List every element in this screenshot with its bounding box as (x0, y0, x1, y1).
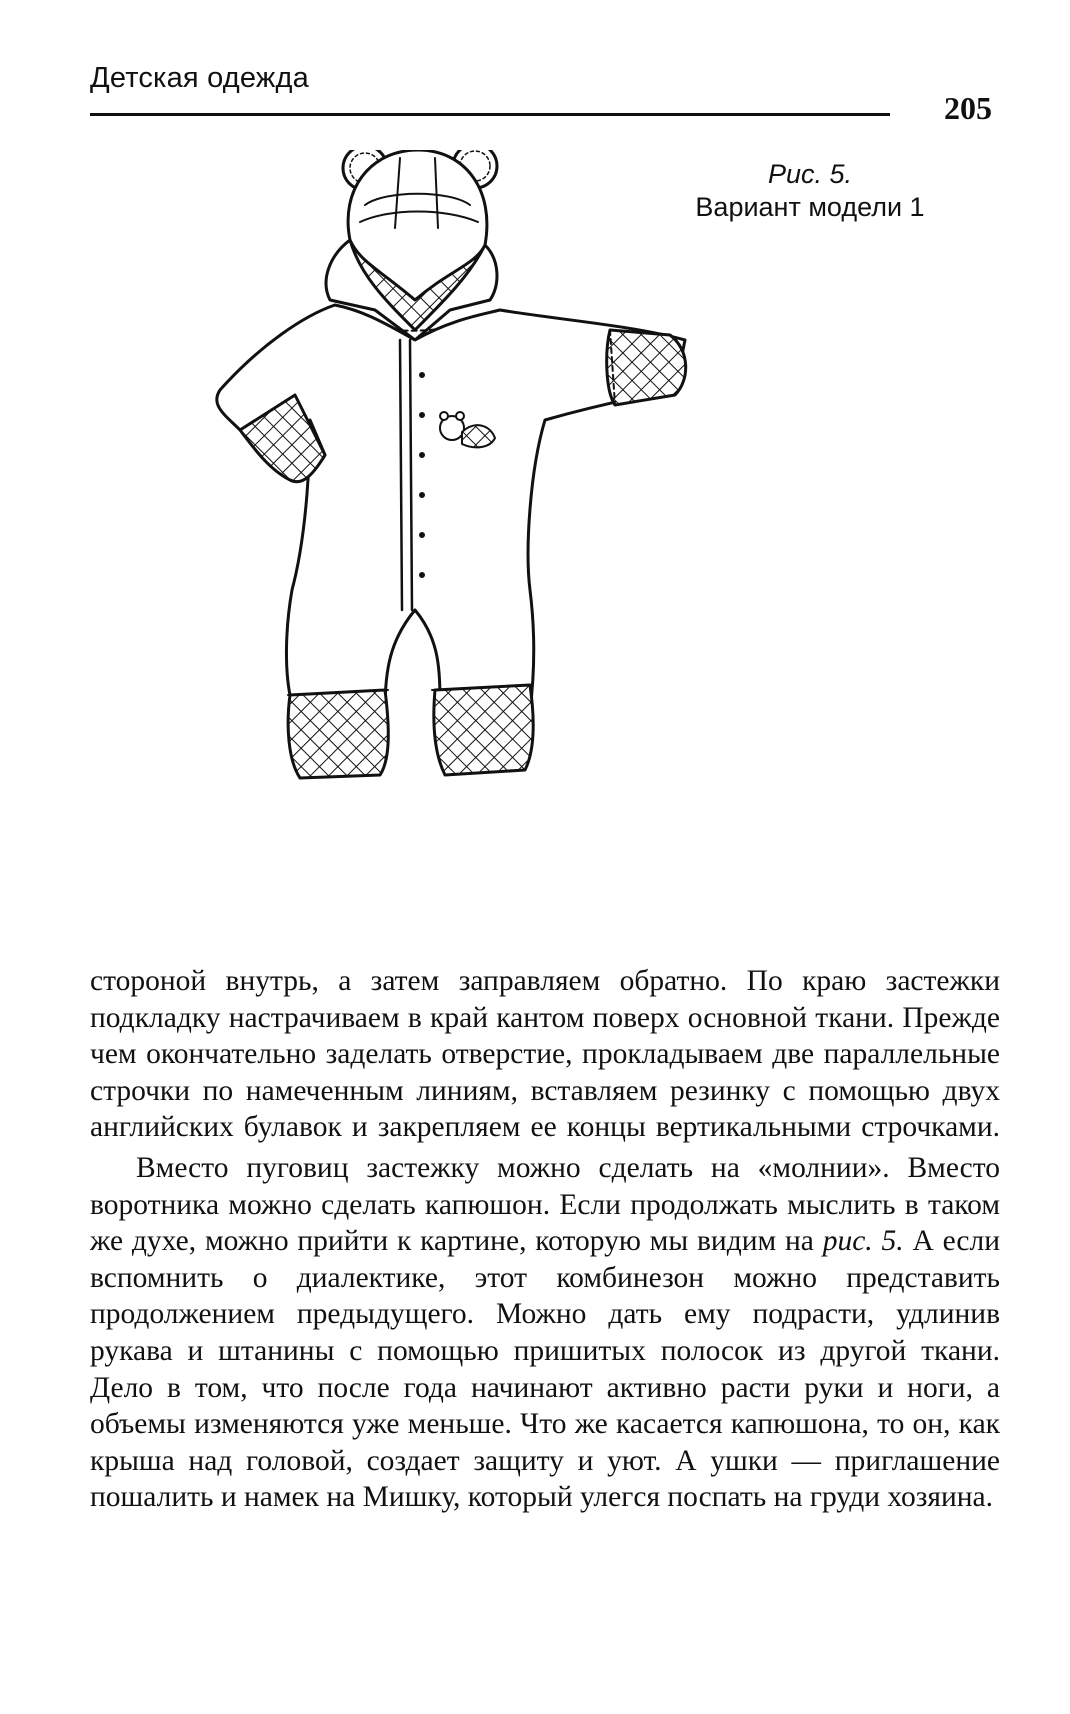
paragraph-2 (90, 1150, 1000, 1516)
figure-label: Рис. 5. (767, 159, 853, 189)
figure-title: Вариант модели 1 (695, 192, 925, 222)
left-leg-cuff (288, 690, 388, 778)
jumpsuit-illustration (200, 150, 800, 890)
running-head: Детская одежда (90, 62, 309, 94)
page-number: 205 (944, 90, 992, 126)
paragraph-1: стороной внутрь, а затем заправляем обратно. По краю застежки подкладку настрачиваем в край кантом поверх основной ткани. Прежде чем окончательно заделать отверстие, прокладываем две параллельные строчки по намеченным линиям, вставляем резинку с помощью двух английских булавок и закрепляем ее концы вертикальными строчками. (90, 965, 1000, 1144)
body-text (90, 963, 1000, 1516)
header-rule (90, 113, 890, 116)
right-leg-cuff (434, 685, 533, 775)
paragraph-2-end: А если вспомнить о диалектике, этот комбинезон можно представить продолжением предыдущего. Можно дать ему подрасти, удлинив рукава и штанины с помощью пришитых полосок из другой ткани. Дело в том, что после года начинают активно расти руки и ноги, а объемы изменяются уже меньше. Что же касается капюшона, то он, как крыша над головой, создает защиту и уют. А ушки — приглашение пошалить и намек на Мишку, который улегся поспать на груди хозяина. (90, 1225, 1001, 1514)
paragraph-2-start: Вместо пуговиц застежку можно сделать на «молнии». Вместо воротника можно сделать капюшон. Если продолжать мыслить в таком же духе, можно прийти к картине, которую мы видим на (90, 1151, 1000, 1258)
figure-reference: рис. 5. (822, 1225, 904, 1258)
right-cuff (607, 330, 686, 405)
